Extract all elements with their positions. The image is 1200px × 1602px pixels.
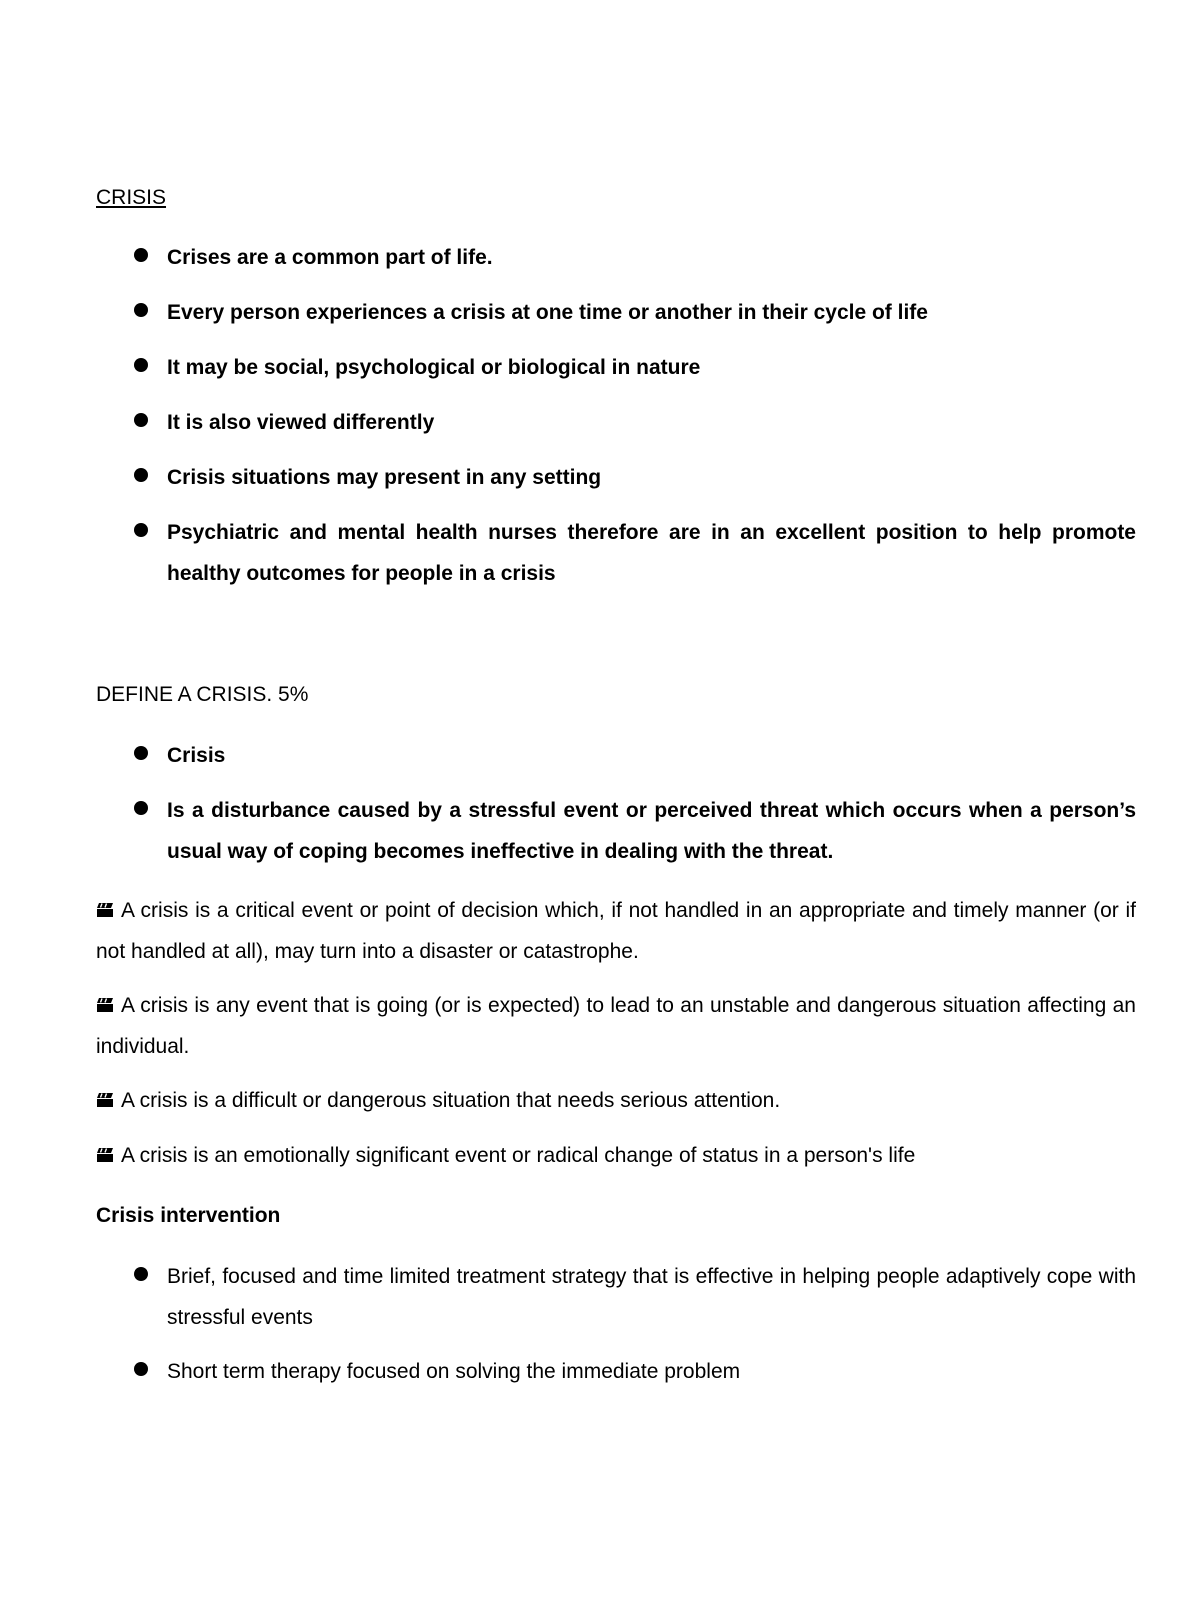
- list-item: Crisis: [167, 744, 226, 767]
- list-item: Crises are a common part of life.: [167, 246, 493, 269]
- bullet-icon: [134, 413, 148, 427]
- list-item: Psychiatric and mental health nurses therefore are in an excellent position to help promote healthy outcomes for people in a crisis: [167, 521, 1136, 585]
- definition-text: A crisis is any event that is going (or is expected) to lead to an unstable and dangerous situation affecting an individual.: [96, 994, 1136, 1058]
- definition-paragraph: [96, 890, 1136, 972]
- bullet-icon: [134, 1267, 148, 1281]
- bullet-icon: [134, 746, 148, 760]
- list-item: Brief, focused and time limited treatment strategy that is effective in helping people adaptively cope with stressful events: [167, 1265, 1136, 1329]
- list-item: Is a disturbance caused by a stressful event or perceived threat which occurs when a person’s usual way of coping becomes ineffective in dealing with the threat.: [167, 799, 1136, 863]
- clapperboard-icon: [96, 902, 114, 918]
- list-item: Every person experiences a crisis at one time or another in their cycle of life: [167, 301, 928, 324]
- bullet-icon: [134, 248, 148, 262]
- definition-text: A crisis is an emotionally significant event or radical change of status in a person's life: [121, 1144, 916, 1167]
- definition-text: A crisis is a difficult or dangerous situation that needs serious attention.: [121, 1089, 781, 1112]
- bullet-icon: [134, 303, 148, 317]
- section-heading-crisis-intervention: Crisis intervention: [96, 1204, 281, 1227]
- clapperboard-icon: [96, 1147, 114, 1163]
- bullet-icon: [134, 1362, 148, 1376]
- list-item: It is also viewed differently: [167, 411, 435, 434]
- list-item: Short term therapy focused on solving the immediate problem: [167, 1360, 741, 1383]
- bullet-icon: [134, 801, 148, 815]
- list-item: Crisis situations may present in any setting: [167, 466, 602, 489]
- definition-paragraph: [96, 1080, 1136, 1121]
- bullet-icon: [134, 468, 148, 482]
- section-heading-crisis: CRISIS: [96, 186, 167, 209]
- definition-text: A crisis is a critical event or point of decision which, if not handled in an appropriate and timely manner (or if not handled at all), may turn into a disaster or catastrophe.: [96, 899, 1136, 963]
- clapperboard-icon: [96, 997, 114, 1013]
- definition-paragraph: [96, 985, 1136, 1067]
- section-heading-define-crisis: DEFINE A CRISIS. 5%: [96, 683, 309, 706]
- definition-paragraph: [96, 1135, 1136, 1176]
- bullet-icon: [134, 523, 148, 537]
- bullet-icon: [134, 358, 148, 372]
- list-item: It may be social, psychological or biological in nature: [167, 356, 701, 379]
- clapperboard-icon: [96, 1092, 114, 1108]
